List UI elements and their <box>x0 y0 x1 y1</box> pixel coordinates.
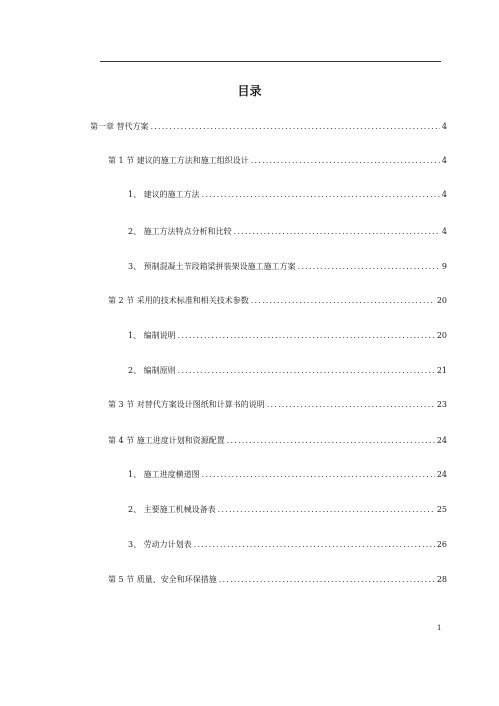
toc-leader-dots <box>151 121 440 133</box>
toc-entry-label: 第 5 节 质量、安全和环保措施 <box>108 575 217 584</box>
toc-entry-page: 24 <box>436 470 447 479</box>
header-rule <box>100 61 441 62</box>
toc-leader-dots <box>202 189 440 201</box>
toc-leader-dots <box>267 399 435 411</box>
toc-leader-dots <box>218 504 435 516</box>
toc-entry-label: 第一章 替代方案 <box>90 122 149 131</box>
toc-entry-item[interactable] <box>128 365 447 377</box>
toc-entry-page: 28 <box>436 575 447 584</box>
toc-leader-dots <box>234 226 440 238</box>
toc-entry-item[interactable] <box>128 539 447 551</box>
toc-entry-item[interactable] <box>128 469 447 481</box>
toc-entry-label: 2、 主要施工机械设备表 <box>128 505 216 514</box>
toc-entry-label: 1、 建议的施工方法 <box>128 190 200 199</box>
toc-leader-dots <box>178 365 435 377</box>
toc-entry-page: 23 <box>436 400 447 409</box>
toc-entry-item[interactable] <box>128 189 447 201</box>
toc-entry-label: 3、 劳动力计划表 <box>128 540 192 549</box>
toc-entry-chapter-1[interactable] <box>90 121 447 133</box>
toc-entry-label: 第 4 节 施工进度计划和资源配置 <box>108 436 225 445</box>
toc-entry-page: 20 <box>436 296 447 305</box>
toc-entry-page: 9 <box>441 262 447 271</box>
toc-entry-item[interactable] <box>128 504 447 516</box>
toc-entry-label: 1、 编制说明 <box>128 331 176 340</box>
toc-leader-dots <box>194 539 435 551</box>
toc-entry-label: 2、 编制原则 <box>128 366 176 375</box>
toc-entry-page: 26 <box>436 540 447 549</box>
toc-entry-section-1[interactable] <box>108 155 447 167</box>
toc-entry-label: 第 2 节 采用的技术标准和相关技术参数 <box>108 296 249 305</box>
toc-entry-page: 4 <box>441 227 447 236</box>
toc-entry-page: 21 <box>436 366 447 375</box>
toc-entry-label: 1、 施工进度横道图 <box>128 470 200 479</box>
toc-entry-page: 20 <box>436 331 447 340</box>
toc-title: 目录 <box>237 84 262 98</box>
toc-entry-section-4[interactable] <box>108 435 447 447</box>
page-number: 1 <box>437 624 442 632</box>
toc-entry-page: 24 <box>436 436 447 445</box>
toc-entry-page: 4 <box>441 190 447 199</box>
toc-leader-dots <box>178 330 435 342</box>
toc-leader-dots <box>202 469 435 481</box>
toc-entry-label: 2、 施工方法特点分析和比较 <box>128 227 232 236</box>
toc-entry-section-5[interactable] <box>108 574 447 586</box>
toc-entry-page: 25 <box>436 505 447 514</box>
toc-leader-dots <box>251 295 435 307</box>
toc-entry-section-3[interactable] <box>108 399 447 411</box>
toc-leader-dots <box>219 574 435 586</box>
toc-leader-dots <box>298 261 440 273</box>
toc-entry-label: 第 1 节 建议的施工方法和施工组织设计 <box>108 156 249 165</box>
toc-entry-section-2[interactable] <box>108 295 447 307</box>
toc-entry-item[interactable] <box>128 261 447 273</box>
toc-entry-page: 4 <box>441 156 447 165</box>
toc-entry-label: 3、 预制混凝土节段箱梁拼装架设施工施工方案 <box>128 262 296 271</box>
toc-leader-dots <box>251 155 440 167</box>
toc-entry-item[interactable] <box>128 226 447 238</box>
toc-entry-page: 4 <box>441 122 447 131</box>
toc-leader-dots <box>227 435 435 447</box>
toc-entry-item[interactable] <box>128 330 447 342</box>
toc-entry-label: 第 3 节 对替代方案设计图纸和计算书的说明 <box>108 400 265 409</box>
